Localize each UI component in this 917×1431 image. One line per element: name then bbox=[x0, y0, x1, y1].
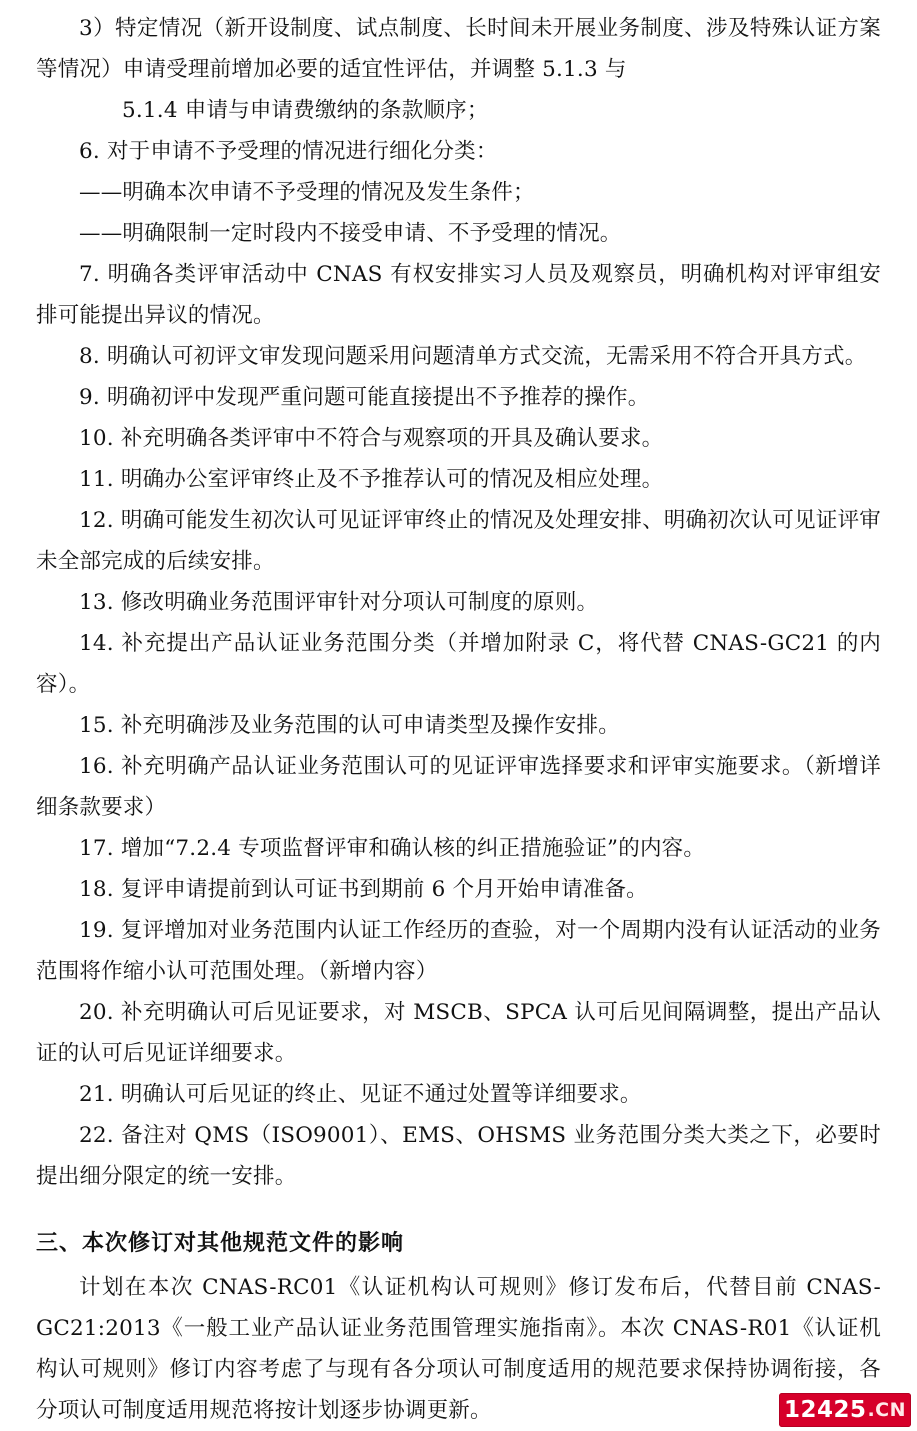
paragraph: 21. 明确认可后见证的终止、见证不通过处置等详细要求。 bbox=[79, 1082, 642, 1107]
paragraph: 9. 明确初评中发现严重问题可能直接提出不予推荐的操作。 bbox=[79, 385, 650, 410]
paragraph: 8. 明确认可初评文审发现问题采用问题清单方式交流，无需采用不符合开具方式。 bbox=[79, 344, 867, 369]
paragraph: 14. 补充提出产品认证业务范围分类（并增加附录 C，将代替 CNAS-GC21 的内容）。 bbox=[36, 631, 881, 697]
paragraph: 5.1.4 申请与申请费缴纳的条款顺序； bbox=[122, 98, 489, 123]
watermark-logo bbox=[779, 1393, 911, 1427]
section-heading: 三、本次修订对其他规范文件的影响 bbox=[36, 1230, 405, 1256]
paragraph: 13. 修改明确业务范围评审针对分项认可制度的原则。 bbox=[79, 590, 599, 615]
paragraph: ——明确限制一定时段内不接受申请、不予受理的情况。 bbox=[79, 221, 622, 246]
paragraph: 7. 明确各类评审活动中 CNAS 有权安排实习人员及观察员，明确机构对评审组安排可能提出异议的情况。 bbox=[36, 262, 881, 328]
paragraph: 11. 明确办公室评审终止及不予推荐认可的情况及相应处理。 bbox=[79, 467, 664, 492]
paragraph: 16. 补充明确产品认证业务范围认可的见证评审选择要求和评审实施要求。（新增详细条款要求） bbox=[36, 754, 881, 820]
paragraph: 20. 补充明确认可后见证要求，对 MSCB、SPCA 认可后见间隔调整，提出产品认证的认可后见证详细要求。 bbox=[36, 1000, 881, 1066]
paragraph: 6. 对于申请不予受理的情况进行细化分类： bbox=[79, 139, 498, 164]
paragraph: 15. 补充明确涉及业务范围的认可申请类型及操作安排。 bbox=[79, 713, 620, 738]
paragraph: 17. 增加“7.2.4 专项监督评审和确认核的纠正措施验证”的内容。 bbox=[79, 836, 706, 861]
watermark-text: 12425 bbox=[783, 1397, 867, 1423]
paragraph: 3）特定情况（新开设制度、试点制度、长时间未开展业务制度、涉及特殊认证方案等情况）申请受理前增加必要的适宜性评估，并调整 5.1.3 与 bbox=[36, 16, 881, 82]
paragraph: ——明确本次申请不予受理的情况及发生条件； bbox=[79, 180, 535, 205]
paragraph: 22. 备注对 QMS（ISO9001）、EMS、OHSMS 业务范围分类大类之下，必要时提出细分限定的统一安排。 bbox=[36, 1123, 881, 1189]
watermark-suffix: .CN bbox=[867, 1399, 907, 1421]
paragraph: 10. 补充明确各类评审中不符合与观察项的开具及确认要求。 bbox=[79, 426, 664, 451]
paragraph: 19. 复评增加对业务范围内认证工作经历的查验，对一个周期内没有认证活动的业务范围将作缩小认可范围处理。（新增内容） bbox=[36, 918, 881, 984]
paragraph: 18. 复评申请提前到认可证书到期前 6 个月开始申请准备。 bbox=[79, 877, 648, 902]
paragraph: 12. 明确可能发生初次认可见证评审终止的情况及处理安排、明确初次认可见证评审未全部完成的后续安排。 bbox=[36, 508, 881, 574]
section-paragraph: 计划在本次 CNAS-RC01《认证机构认可规则》修订发布后，代替目前 CNAS-GC21:2013《一般工业产品认证业务范围管理实施指南》。本次 CNAS-R01《认证机构认可规则》修订内容考虑了与现有各分项认可制度适用的规范要求保持协调衔接，各分项认可制度适用规范将按计划逐步协调更新。 bbox=[36, 1275, 881, 1423]
